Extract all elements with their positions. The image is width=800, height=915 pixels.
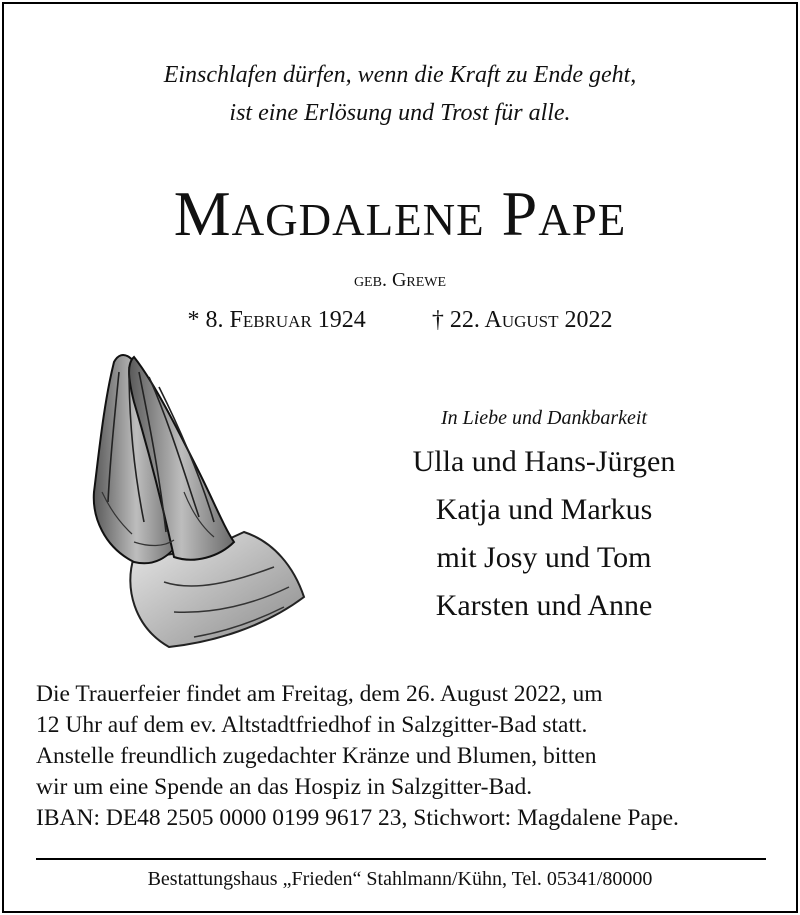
info-line: IBAN: DE48 2505 0000 0199 9617 23, Stichwort: Magdalene Pape.: [36, 805, 679, 831]
mourner-line: Karsten und Anne: [435, 589, 653, 622]
mourner-line: mit Josy und Tom: [436, 541, 652, 574]
divider: [36, 858, 766, 860]
mourner-line: Ulla und Hans-Jürgen: [412, 445, 676, 478]
motto-line: ist eine Erlösung und Trost für alle.: [229, 100, 571, 126]
birth-date: * 8. Februar 1924: [187, 307, 366, 333]
info-line: 12 Uhr auf dem ev. Altstadtfriedhof in Salzgitter-Bad statt.: [36, 712, 588, 738]
motto-line: Einschlafen dürfen, wenn die Kraft zu Ende geht,: [163, 62, 637, 88]
mourners-intro: In Liebe und Dankbarkeit: [440, 407, 648, 429]
deceased-name: Magdalene Pape: [173, 178, 627, 249]
death-date: † 22. August 2022: [431, 307, 613, 333]
mourner-line: Katja und Markus: [435, 493, 653, 526]
info-line: Anstelle freundlich zugedachter Kränze und Blumen, bitten: [36, 743, 597, 769]
life-dates: [4, 307, 796, 334]
info-line: Die Trauerfeier findet am Freitag, dem 26. August 2022, um: [36, 681, 603, 707]
obituary-notice: [2, 2, 798, 913]
motto: [4, 56, 796, 132]
service-information: [36, 679, 776, 834]
funeral-home-footer: Bestattungshaus „Frieden“ Stahlmann/Kühn, Tel. 05341/80000: [147, 868, 653, 890]
info-line: wir um eine Spende an das Hospiz in Salzgitter-Bad.: [36, 774, 533, 800]
praying-hands-icon: [74, 342, 314, 652]
birth-name: geb. Grewe: [353, 269, 447, 291]
mourners-block: [344, 404, 744, 630]
